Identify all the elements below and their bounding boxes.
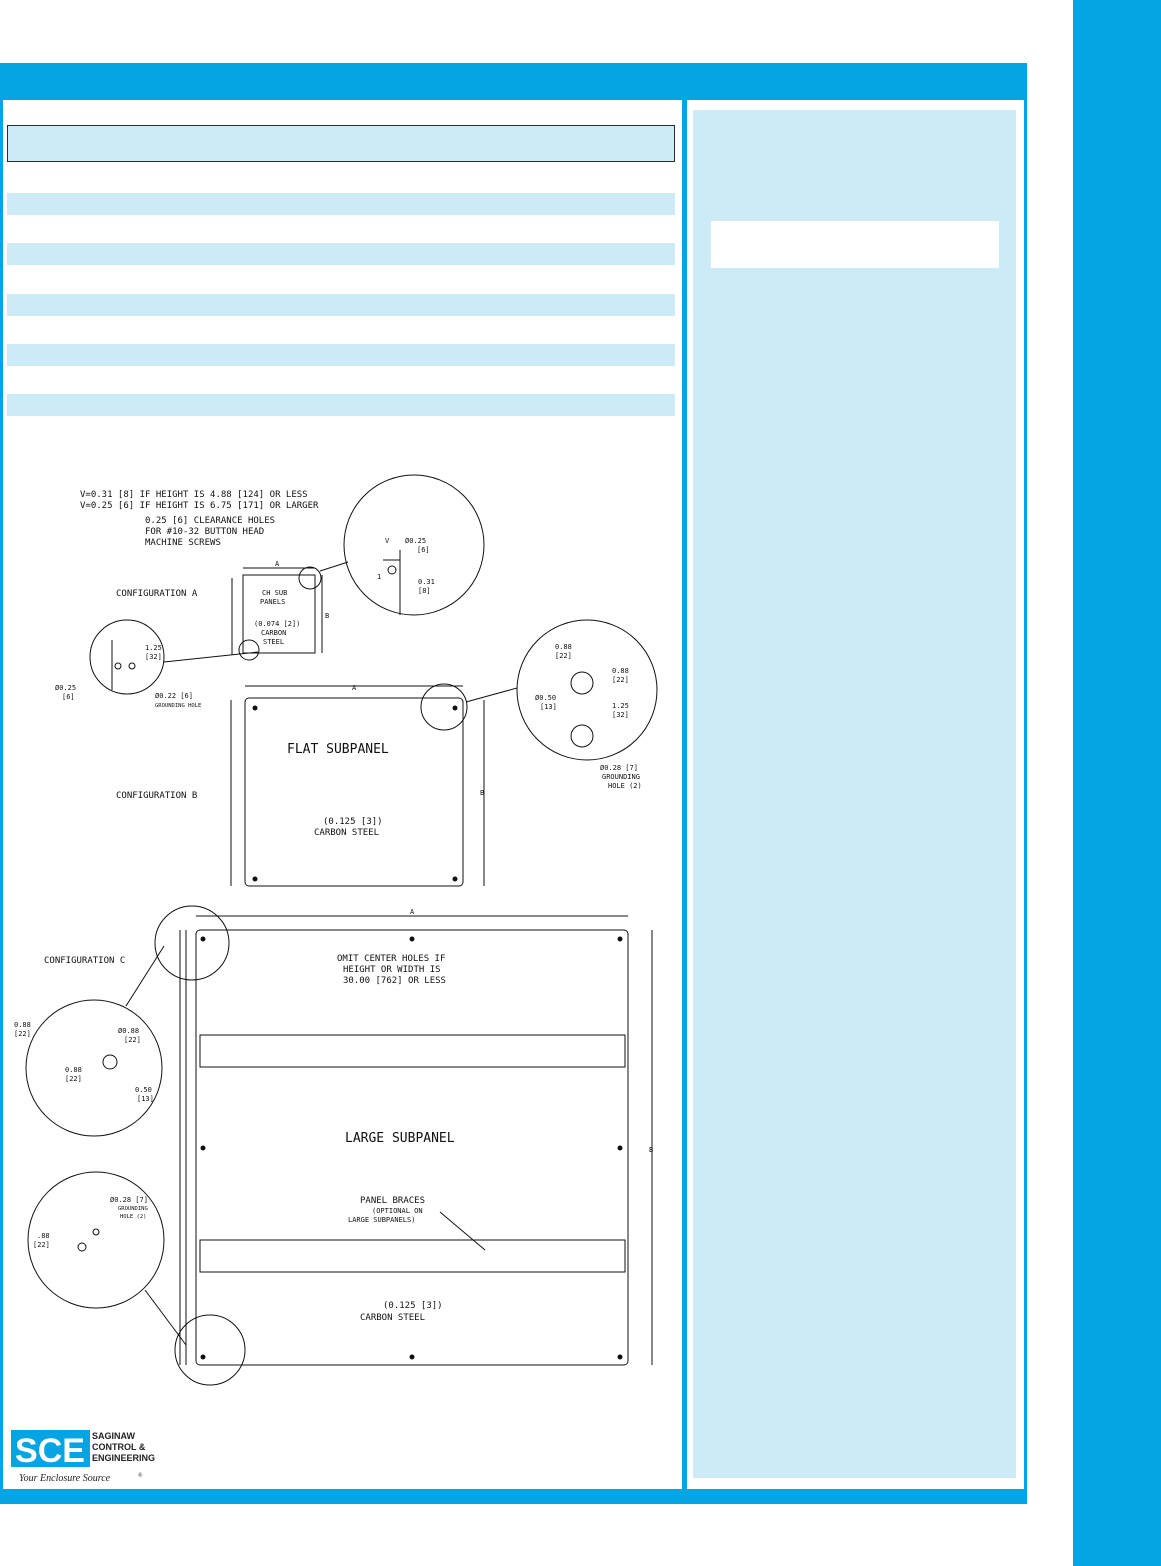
sidebar-panel [693, 110, 1016, 1478]
dim-label: GROUNDING [602, 773, 640, 781]
note-text: (0.074 [2]) [254, 620, 301, 628]
spec-row [7, 394, 675, 416]
dim-label: A [275, 560, 280, 568]
note-text: LARGE SUBPANELS) [348, 1216, 416, 1224]
note-clearance-1: 0.25 [6] CLEARANCE HOLES [145, 516, 276, 526]
note-text: 30.00 [762] OR LESS [343, 976, 446, 986]
dim-label: Ø0.22 [6] [155, 692, 193, 700]
dim-label: Ø0.25 [55, 684, 77, 692]
note-clearance-3: MACHINE SCREWS [145, 538, 221, 548]
large-subpanel-label: LARGE SUBPANEL [345, 1131, 455, 1146]
spec-row [7, 344, 675, 366]
note-text: HEIGHT OR WIDTH IS [343, 965, 441, 975]
note-text: CARBON [261, 629, 287, 637]
label-config-b: CONFIGURATION B [116, 791, 198, 801]
spec-row [7, 193, 675, 215]
config-c-drawing [26, 906, 652, 1385]
dim-label: [22] [124, 1036, 141, 1044]
dim-label: V [385, 537, 390, 545]
logo-tagline: Your Enclosure Source [19, 1473, 111, 1484]
dim-label: 0.88 [65, 1066, 82, 1074]
note-text: (0.125 [3]) [323, 817, 383, 827]
dim-label: Ø0.28 [7] [600, 764, 638, 772]
title-box [7, 125, 675, 162]
dim-label: 0.88 [14, 1021, 31, 1029]
note-text: STEEL [263, 638, 285, 646]
dim-label: [22] [33, 1241, 50, 1249]
dim-label: 1.25 [612, 702, 629, 710]
dim-label: [6] [62, 693, 75, 701]
logo-line: CONTROL & [92, 1442, 146, 1452]
dim-label: Ø0.28 [7] [110, 1196, 148, 1204]
dim-label: Ø0.25 [405, 537, 427, 545]
dim-label: [22] [612, 676, 629, 684]
dim-label: GROUNDING HOLE [155, 703, 202, 709]
spec-row [7, 243, 675, 265]
dim-label: Ø0.50 [535, 694, 557, 702]
note-text: CH SUB [262, 589, 288, 597]
dim-label: [6] [417, 546, 430, 554]
dim-label: 0.50 [135, 1086, 152, 1094]
note-v-2: V=0.25 [6] IF HEIGHT IS 6.75 [171] OR LARGER [80, 501, 319, 511]
dim-label: 0.88 [612, 667, 629, 675]
dim-label: [13] [137, 1095, 154, 1103]
dim-label: B [649, 1146, 654, 1154]
dim-label: 0.88 [555, 643, 572, 651]
dim-label: B [325, 612, 330, 620]
dim-label: HOLE (2) [120, 1214, 147, 1220]
dim-label: [8] [418, 587, 431, 595]
dim-label: [32] [612, 711, 629, 719]
side-tab [1073, 0, 1161, 1566]
registered-mark: ® [138, 1473, 143, 1479]
dim-label: [22] [65, 1075, 82, 1083]
dim-label: [22] [14, 1030, 31, 1038]
dim-label: GROUNDING [118, 1206, 148, 1212]
dim-label: HOLE (2) [608, 782, 642, 790]
label-config-c: CONFIGURATION C [44, 956, 126, 966]
logo-mark: SCE [15, 1432, 85, 1470]
note-text: (OPTIONAL ON [372, 1207, 423, 1215]
sidebar-box [711, 221, 999, 268]
company-logo [11, 1429, 161, 1489]
dim-label: [22] [555, 652, 572, 660]
dim-label: B [480, 789, 485, 797]
dim-label: Ø0.88 [118, 1027, 140, 1035]
label-config-a: CONFIGURATION A [116, 589, 198, 599]
spec-row [7, 294, 675, 316]
dim-label: 1 [377, 573, 382, 581]
technical-drawing [0, 470, 680, 1390]
note-clearance-2: FOR #10-32 BUTTON HEAD [145, 527, 265, 537]
dim-label: .88 [37, 1232, 50, 1240]
note-text: OMIT CENTER HOLES IF [337, 954, 446, 964]
note-text: (0.125 [3]) [383, 1301, 443, 1311]
note-v-1: V=0.31 [8] IF HEIGHT IS 4.88 [124] OR LESS [80, 490, 308, 500]
logo-line: SAGINAW [92, 1431, 136, 1441]
dim-label: A [352, 684, 357, 692]
dim-label: 0.31 [418, 578, 435, 586]
dim-label: A [410, 908, 415, 916]
note-text: CARBON STEEL [314, 828, 380, 838]
dim-label: 1.25 [145, 644, 162, 652]
dim-label: [32] [145, 653, 162, 661]
note-text: PANELS [260, 598, 286, 606]
note-text: CARBON STEEL [360, 1313, 426, 1323]
dim-label: [13] [540, 703, 557, 711]
note-text: PANEL BRACES [360, 1196, 426, 1206]
logo-line: ENGINEERING [92, 1453, 156, 1463]
flat-subpanel-label: FLAT SUBPANEL [287, 742, 389, 757]
